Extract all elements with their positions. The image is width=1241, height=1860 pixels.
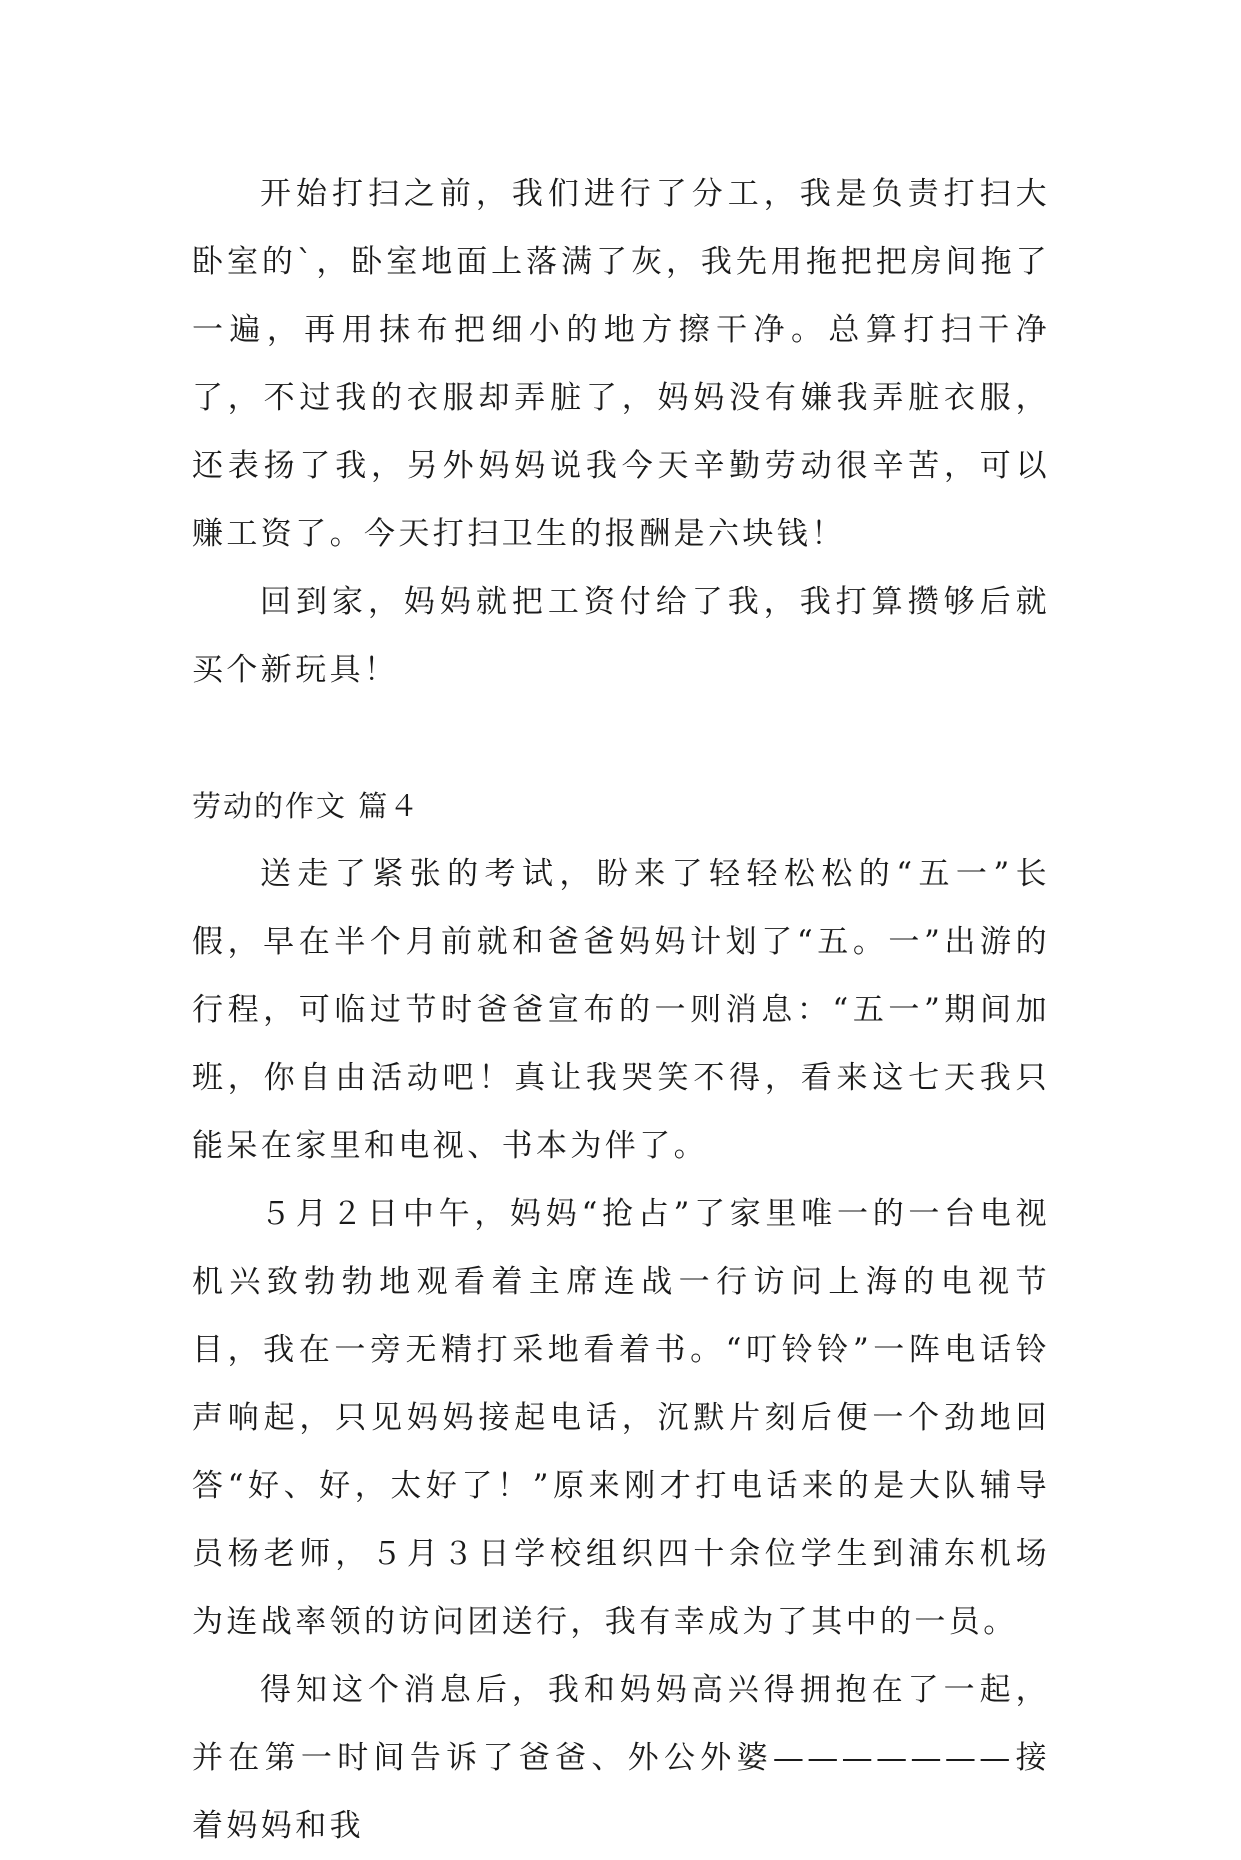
paragraph-good-news: 得知这个消息后，我和妈妈高兴得拥抱在了一起，并在第一时间告诉了爸爸、外公外婆———————接着妈妈和我 <box>192 1672 1050 1844</box>
paragraph-phone-call: ５月２日中午，妈妈“抢占”了家里唯一的一台电视机兴致勃勃地观看着主席连战一行访问上海的电视节目，我在一旁无精打采地看着书。“叮铃铃”一阵电话铃声响起，只见妈妈接起电话，沉默片刻后便一个劲地回答“好、好，太好了！”原来刚才打电话来的是大队辅导员杨老师，５月３日学校组织四十余位学生到浦东机场为连战率领的访问团送行，我有幸成为了其中的一员。 <box>192 1196 1050 1640</box>
section-gap <box>192 704 1050 772</box>
paragraph-wages: 回到家，妈妈就把工资付给了我，我打算攒够后就买个新玩具！ <box>192 584 1050 688</box>
paragraph-holiday: 送走了紧张的考试，盼来了轻轻松松的“五一”长假，早在半个月前就和爸爸妈妈计划了“五。一”出游的行程，可临过节时爸爸宣布的一则消息：“五一”期间加班，你自由活动吧！真让我哭笑不得，看来这七天我只能呆在家里和电视、书本为伴了。 <box>192 856 1050 1164</box>
document-body <box>192 160 1050 1860</box>
section-heading: 劳动的作文 篇４ <box>192 789 421 823</box>
paragraph-cleaning: 开始打扫之前，我们进行了分工，我是负责打扫大卧室的`，卧室地面上落满了灰，我先用拖把把房间拖了一遍，再用抹布把细小的地方擦干净。总算打扫干净了，不过我的衣服却弄脏了，妈妈没有嫌我弄脏衣服，还表扬了我，另外妈妈说我今天辛勤劳动很辛苦，可以赚工资了。今天打扫卫生的报酬是六块钱！ <box>192 176 1050 552</box>
